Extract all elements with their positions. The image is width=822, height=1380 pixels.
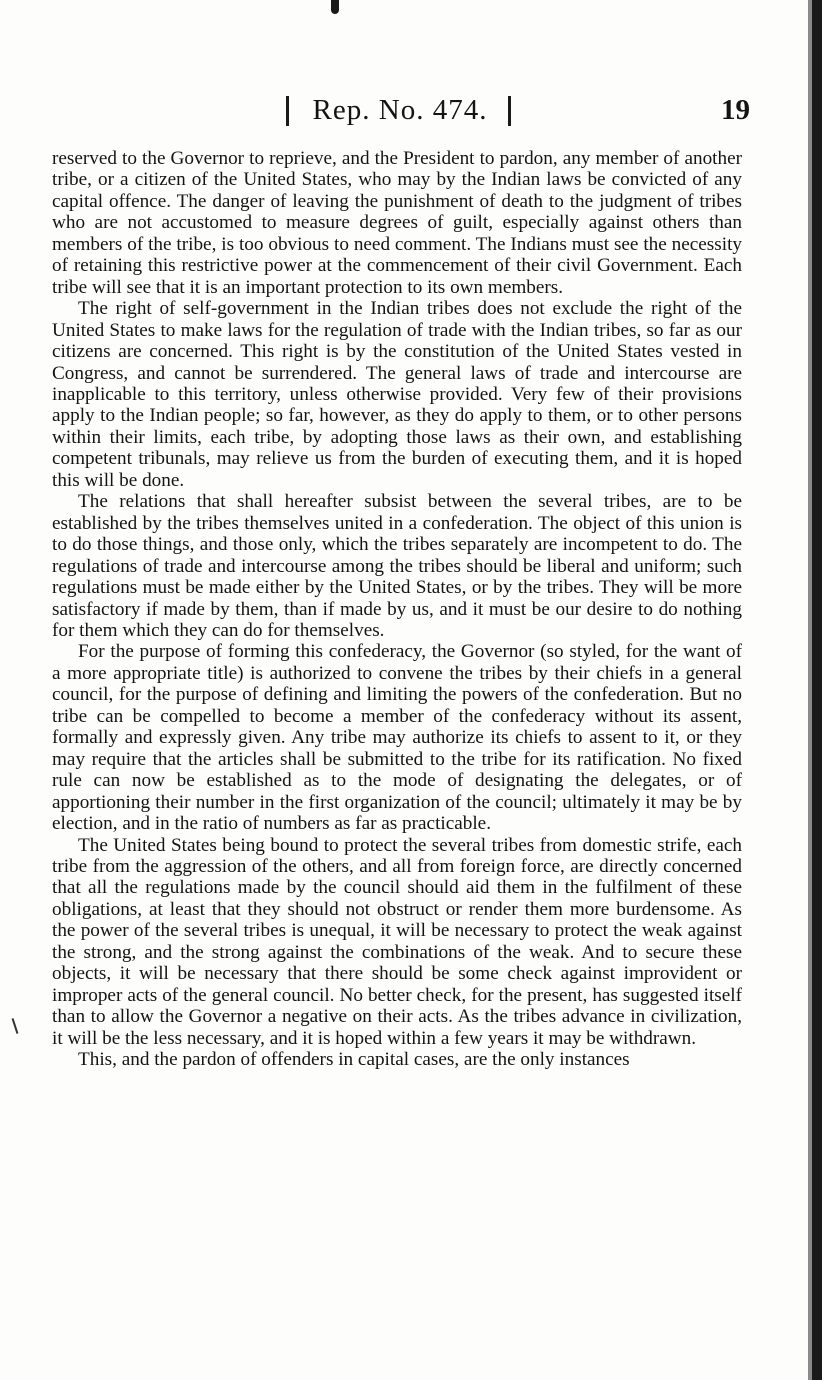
margin-mark (12, 1018, 19, 1034)
paragraph-confederation: The relations that shall hereafter subsist between the several tribes, are to be established by the tribes themselves united in a confederation. The object of this union is to do those things, and those only, which the tribes separately are incompetent to do. The regulations of trade and intercourse among the tribes should be liberal and uniform; such regulations must be made either by the United States, or by the tribes. They will be more satisfactory if made by them, than if made by us, and it must be our desire to do nothing for them which they can do for themselves. (52, 491, 742, 641)
paragraph-council: For the purpose of forming this confederacy, the Governor (so styled, for the want of a more appropriate title) is authorized to convene the tribes by their chiefs in a general council, for the purpose of defining and limiting the powers of the confederation. But no tribe can be compelled to become a member of the confederacy without its assent, formally and expressly given. Any tribe may authorize its chiefs to assent to it, or they may require that the articles shall be submitted to the tribe for its ratification. No fixed rule can now be established as to the mode of designating the delegates, or of apportioning their number in the first organization of the council; ultimately it may be by election, and in the ratio of numbers as far as practicable. (52, 641, 742, 835)
header-rule-right (508, 96, 511, 126)
paragraph-self-government: The right of self-government in the Indian tribes does not exclude the right of the United States to make laws for the regulation of trade with the Indian tribes, so far as our citizens are concerned. This right is by the constitution of the United States vested in Congress, and cannot be surrendered. The general laws of trade and intercourse are inapplicable to this territory, unless otherwise provided. Very few of their provisions apply to the Indian people; so far, however, as they do apply to them, or to other persons within their limits, each tribe, by adopting those laws as their own, and establishing competent tribunals, may relieve us from the burden of executing them, and it is hoped this will be done. (52, 298, 742, 491)
body-text (52, 148, 742, 1070)
running-head (0, 90, 822, 130)
header-rule-left (286, 96, 289, 126)
page-edge (812, 0, 822, 1380)
report-number: Rep. No. 474. (312, 94, 488, 126)
paragraph-protection: The United States being bound to protect the several tribes from domestic strife, each tribe from the aggression of the others, and all from foreign force, are directly concerned that all the regulations made by the council should aid them in the fulfilment of these obligations, at least that they should not obstruct or render them more burdensome. As the power of the several tribes is unequal, it will be necessary to protect the weak against the strong, and the strong against the combinations of the weak. And to secure these objects, it will be necessary that there should be some check against improvident or improper acts of the general council. No better check, for the present, has suggested itself than to allow the Governor a negative on their acts. As the tribes advance in civilization, it will be the less necessary, and it is hoped within a few years it may be withdrawn. (52, 834, 742, 1049)
binding-mark (331, 0, 339, 14)
paragraph-continued: reserved to the Governor to reprieve, and the President to pardon, any member of another tribe, or a citizen of the United States, who may by the Indian laws be convicted of any capital offence. The danger of leaving the punishment of death to the judgment of tribes who are not accustomed to measure degrees of guilt, especially against others than members of the tribe, is too obvious to need comment. The Indians must see the necessity of retaining this restrictive power at the commencement of their civil Government. Each tribe will see that it is an important protection to its own members. (52, 148, 742, 298)
page-number: 19 (721, 94, 750, 126)
paragraph-pardon: This, and the pardon of offenders in capital cases, are the only instances (78, 1049, 630, 1071)
